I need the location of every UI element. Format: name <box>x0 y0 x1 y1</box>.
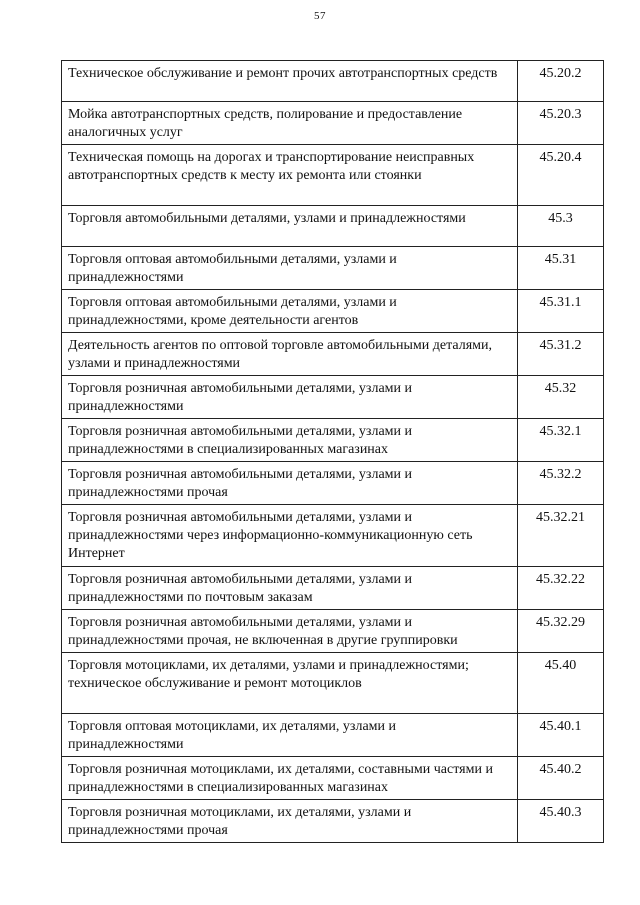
activity-description: Торговля оптовая мотоциклами, их деталями, узлами и принадлежностями <box>62 714 518 757</box>
activity-code: 45.20.3 <box>518 102 604 145</box>
activity-code: 45.31.1 <box>518 290 604 333</box>
table-row <box>62 102 604 145</box>
table-row <box>62 757 604 800</box>
page-number: 57 <box>314 10 326 22</box>
activity-description: Торговля розничная мотоциклами, их деталями, узлами и принадлежностями прочая <box>62 800 518 843</box>
table-row <box>62 800 604 843</box>
table-row <box>62 376 604 419</box>
activity-description: Торговля автомобильными деталями, узлами и принадлежностями <box>62 206 518 247</box>
activity-description: Торговля розничная автомобильными деталями, узлами и принадлежностями в специализированных магазинах <box>62 419 518 462</box>
activity-code: 45.40 <box>518 653 604 714</box>
table-row <box>62 462 604 505</box>
activity-code-table <box>61 60 604 843</box>
table-row <box>62 206 604 247</box>
activity-code: 45.31 <box>518 247 604 290</box>
activity-code: 45.32.1 <box>518 419 604 462</box>
table-row <box>62 610 604 653</box>
activity-description: Торговля розничная мотоциклами, их деталями, составными частями и принадлежностями в специализированных магазинах <box>62 757 518 800</box>
activity-description: Техническая помощь на дорогах и транспортирование неисправных автотранспортных средств к месту их ремонта или стоянки <box>62 145 518 206</box>
table-row <box>62 653 604 714</box>
activity-description: Торговля оптовая автомобильными деталями, узлами и принадлежностями, кроме деятельности агентов <box>62 290 518 333</box>
activity-description: Торговля розничная автомобильными деталями, узлами и принадлежностями по почтовым заказам <box>62 567 518 610</box>
activity-code: 45.40.3 <box>518 800 604 843</box>
table-row <box>62 419 604 462</box>
table-row <box>62 290 604 333</box>
activity-code: 45.3 <box>518 206 604 247</box>
table-row <box>62 145 604 206</box>
table-row <box>62 61 604 102</box>
activity-description: Деятельность агентов по оптовой торговле автомобильными деталями, узлами и принадлежностями <box>62 333 518 376</box>
table-row <box>62 567 604 610</box>
activity-code: 45.20.2 <box>518 61 604 102</box>
activity-description: Торговля мотоциклами, их деталями, узлами и принадлежностями; техническое обслуживание и ремонт мотоциклов <box>62 653 518 714</box>
table-row <box>62 714 604 757</box>
activity-code: 45.40.1 <box>518 714 604 757</box>
activity-description: Торговля оптовая автомобильными деталями, узлами и принадлежностями <box>62 247 518 290</box>
table-row <box>62 505 604 567</box>
activity-description: Торговля розничная автомобильными деталями, узлами и принадлежностями через информационно-коммуникационную сеть Интернет <box>62 505 518 567</box>
activity-code: 45.32.2 <box>518 462 604 505</box>
table-row <box>62 247 604 290</box>
table-row <box>62 333 604 376</box>
activity-description: Техническое обслуживание и ремонт прочих автотранспортных средств <box>62 61 518 102</box>
activity-code: 45.32.29 <box>518 610 604 653</box>
activity-description: Торговля розничная автомобильными деталями, узлами и принадлежностями прочая <box>62 462 518 505</box>
activity-description: Торговля розничная автомобильными деталями, узлами и принадлежностями <box>62 376 518 419</box>
activity-description: Торговля розничная автомобильными деталями, узлами и принадлежностями прочая, не включенная в другие группировки <box>62 610 518 653</box>
activity-code: 45.32 <box>518 376 604 419</box>
activity-code: 45.20.4 <box>518 145 604 206</box>
activity-code: 45.31.2 <box>518 333 604 376</box>
activity-code: 45.32.21 <box>518 505 604 567</box>
activity-code: 45.40.2 <box>518 757 604 800</box>
activity-code: 45.32.22 <box>518 567 604 610</box>
activity-description: Мойка автотранспортных средств, полирование и предоставление аналогичных услуг <box>62 102 518 145</box>
